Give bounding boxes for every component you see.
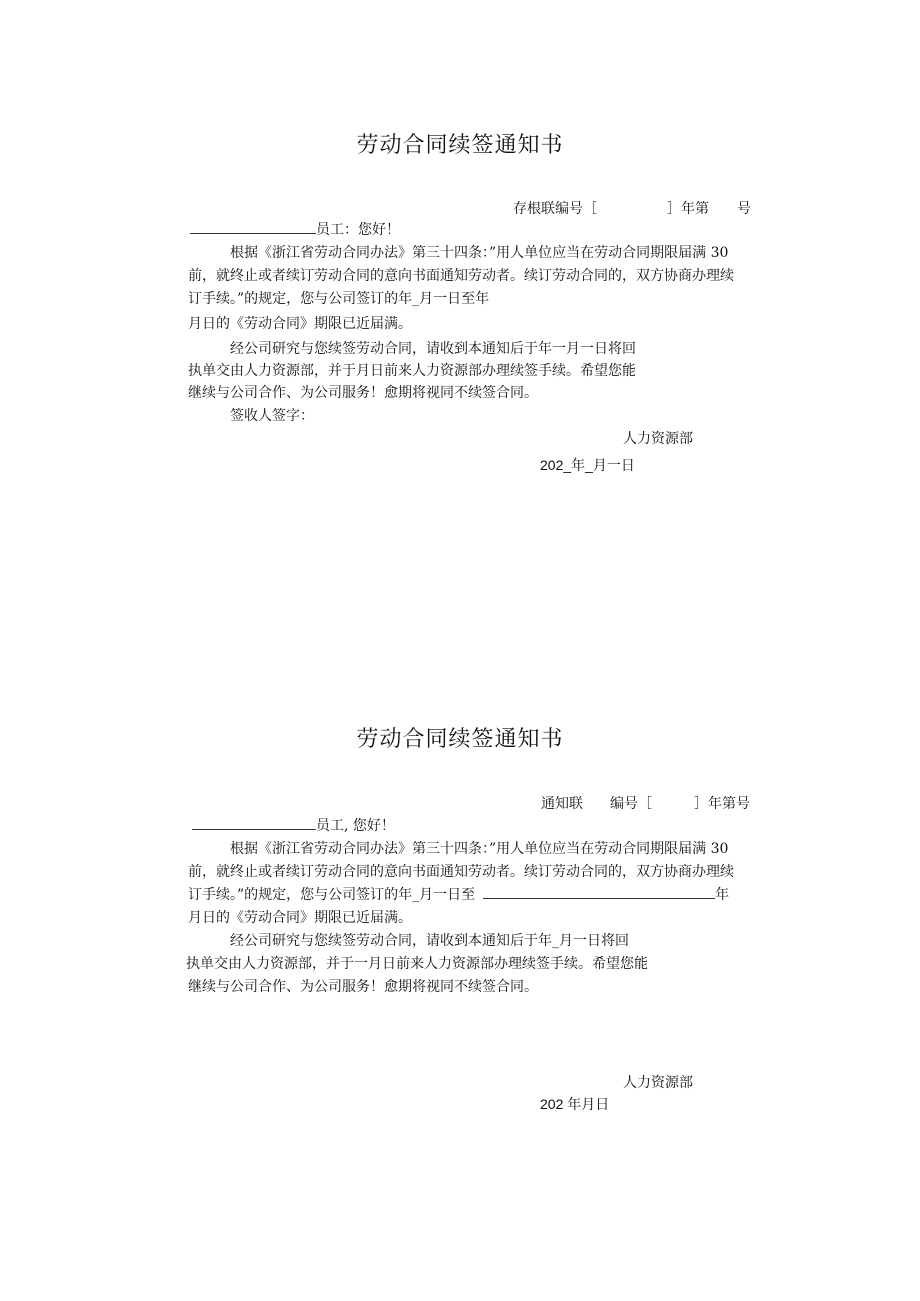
- notice-para1-line4: 月日的《劳动合同》期限已近届满。: [188, 910, 412, 926]
- notice-title: 劳动合同续签通知书: [356, 727, 564, 752]
- stub-greeting-row: [190, 219, 400, 242]
- notice-para2-line3: 继续与公司合作、为公司服务！愈期将视同不续签合同。: [188, 979, 538, 995]
- stub-para2-line3: 继续与公司合作、为公司服务！愈期将视同不续签合同。: [188, 385, 538, 401]
- stub-para1-line3: 订手续。”的规定，您与公司签订的年_月一日至年: [188, 291, 490, 307]
- notice-reference-label: 通知联: [541, 796, 583, 812]
- stub-signature-label: 签收人签字：: [230, 408, 314, 424]
- stub-title: 劳动合同续签通知书: [356, 133, 564, 158]
- notice-para1-line2: 前，就终止或者续订劳动合同的意向书面通知劳动者。续订劳动合同的，双方协商办理续: [188, 864, 734, 880]
- notice-reference-number: 编号［ ］年第号: [610, 796, 750, 812]
- contract-end-date-blank: [483, 884, 715, 899]
- notice-para2-line1: 经公司研究与您续签劳动合同，请收到本通知后于年_月一日将回: [230, 933, 629, 949]
- notice-greeting-row: [192, 815, 395, 838]
- notice-date: 202 年月日: [540, 1096, 610, 1112]
- stub-reference-number: 存根联编号［ ］年第 号: [513, 201, 751, 217]
- stub-date: 202_年_月一日: [540, 457, 635, 473]
- stub-para2-line2: 执单交由人力资源部，并于月日前来人力资源部办理续签手续。希望您能: [188, 363, 636, 379]
- notice-greeting: 员工, 您好！: [316, 818, 395, 834]
- notice-para1-line3-row: [188, 884, 729, 907]
- stub-para2-line1: 经公司研究与您续签劳动合同，请收到本通知后于年一月一日将回: [230, 341, 636, 357]
- stub-greeting: 员工：您好！: [316, 222, 400, 238]
- employee-name-blank: [192, 815, 316, 830]
- notice-para1-line3: 订手续。”的规定，您与公司签订的年_月一日至: [188, 887, 476, 903]
- notice-para2-line2: 执单交由人力资源部，并于一月日前来人力资源部办理续签手续。希望您能: [186, 956, 648, 972]
- notice-para1-line3-end: 年: [715, 887, 730, 903]
- stub-para1-line4: 月日的《劳动合同》期限已近届满。: [188, 316, 412, 332]
- stub-para1-line1: 根据《浙江省劳动合同办法》第三十四条：”用人单位应当在劳动合同期限届满 30: [230, 245, 729, 261]
- employee-name-blank: [190, 219, 316, 234]
- stub-para1-line2: 前，就终止或者续订劳动合同的意向书面通知劳动者。续订劳动合同的，双方协商办理续: [188, 268, 734, 284]
- stub-department: 人力资源部: [623, 431, 693, 447]
- notice-department: 人力资源部: [623, 1075, 693, 1091]
- notice-para1-line1: 根据《浙江省劳动合同办法》第三十四条：”用人单位应当在劳动合同期限届满 30: [230, 841, 729, 857]
